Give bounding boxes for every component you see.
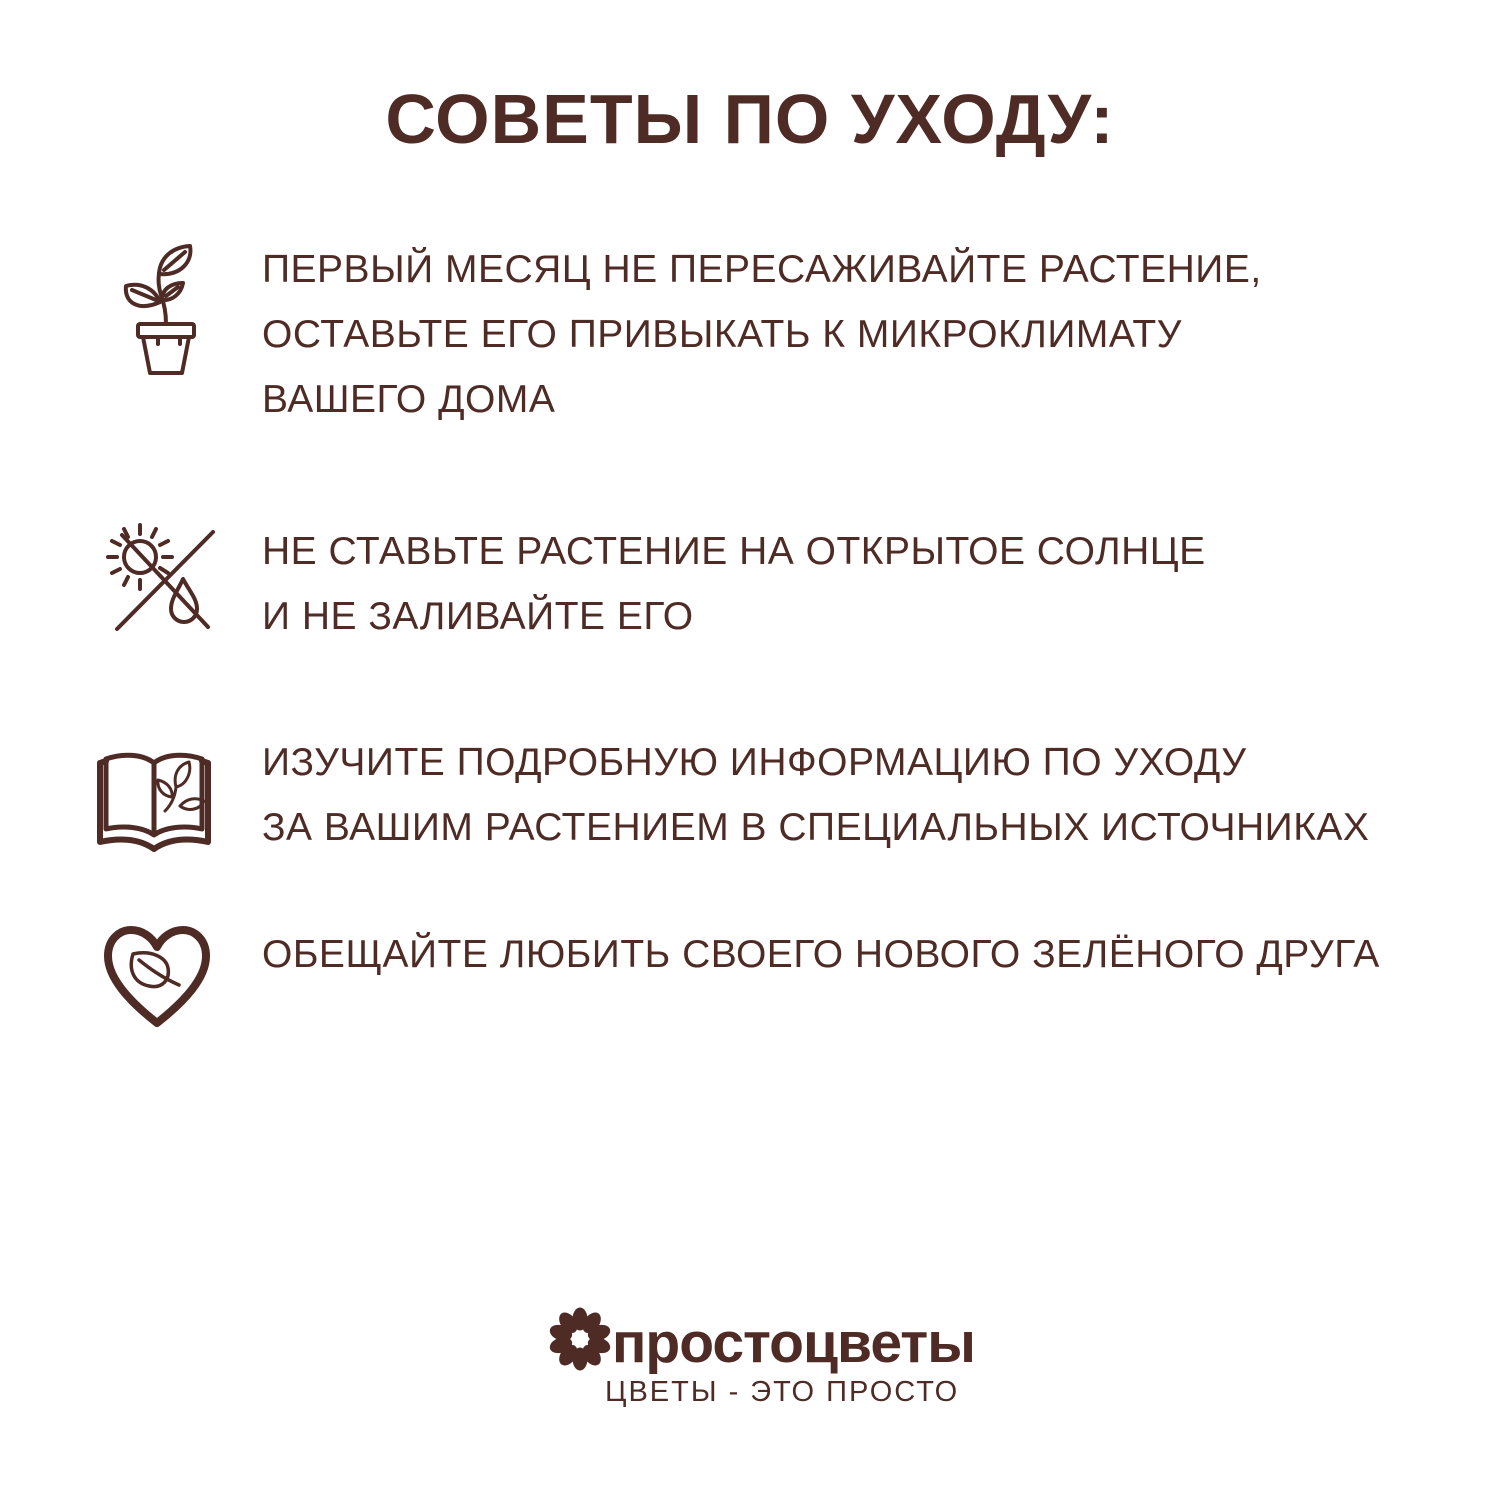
heart-leaf-icon (95, 920, 225, 1040)
tip-line: И НЕ ЗАЛИВАЙТЕ ЕГО (262, 595, 694, 638)
tip-text-repotting (262, 237, 1262, 432)
no-sun-no-overwatering-icon (95, 515, 245, 655)
tip-line: ПЕРВЫЙ МЕСЯЦ НЕ ПЕРЕСАЖИВАЙТЕ РАСТЕНИЕ, (262, 248, 1262, 291)
page-title: СОВЕТЫ ПО УХОДУ: (385, 80, 1115, 158)
brand-tagline: ЦВЕТЫ - ЭТО ПРОСТО (605, 1376, 960, 1408)
potted-plant-icon (100, 240, 240, 400)
tip-text-love (262, 922, 1380, 987)
open-book-leaf-icon (85, 745, 225, 865)
tip-line: ИЗУЧИТЕ ПОДРОБНУЮ ИНФОРМАЦИЮ ПО УХОДУ (262, 741, 1247, 784)
tip-text-sun-water (262, 519, 1206, 649)
brand-name: простоцветы (612, 1311, 975, 1375)
flower-icon (544, 1303, 616, 1375)
tip-line: ОБЕЩАЙТЕ ЛЮБИТЬ СВОЕГО НОВОГО ЗЕЛЁНОГО ДРУГА (262, 933, 1380, 976)
tip-line: НЕ СТАВЬТЕ РАСТЕНИЕ НА ОТКРЫТОЕ СОЛНЦЕ (262, 530, 1206, 573)
tip-text-information (262, 730, 1369, 860)
tip-line: ВАШЕГО ДОМА (262, 378, 556, 421)
tip-line: ОСТАВЬТЕ ЕГО ПРИВЫКАТЬ К МИКРОКЛИМАТУ (262, 313, 1182, 356)
tip-line: ЗА ВАШИМ РАСТЕНИЕМ В СПЕЦИАЛЬНЫХ ИСТОЧНИКАХ (262, 806, 1370, 849)
